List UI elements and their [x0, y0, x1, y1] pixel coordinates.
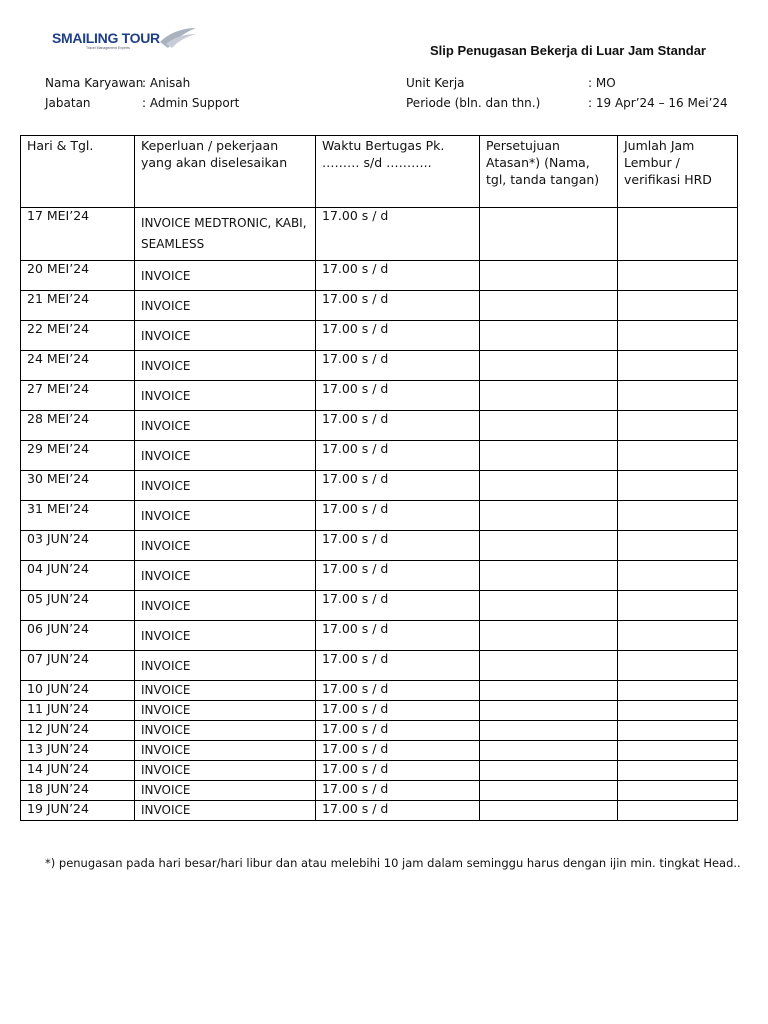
table-row: [21, 781, 738, 801]
date-cell: 07 JUN’24: [21, 651, 135, 681]
task-text: INVOICE: [141, 509, 191, 523]
date-cell: 28 MEI’24: [21, 411, 135, 441]
table-row: [21, 621, 738, 651]
approval-cell: [480, 701, 618, 721]
task-cell: [135, 381, 316, 411]
work-unit-value: : MO: [588, 76, 616, 90]
overtime-hours-cell: [618, 721, 738, 741]
date-cell: 14 JUN’24: [21, 761, 135, 781]
overtime-hours-cell: [618, 801, 738, 821]
time-cell: 17.00 s / d: [316, 621, 480, 651]
time-cell: 17.00 s / d: [316, 381, 480, 411]
time-cell: 17.00 s / d: [316, 561, 480, 591]
approval-cell: [480, 721, 618, 741]
table-row: [21, 761, 738, 781]
approval-cell: [480, 441, 618, 471]
overtime-hours-cell: [618, 441, 738, 471]
table-row: [21, 501, 738, 531]
table-row: [21, 701, 738, 721]
overtime-hours-cell: [618, 291, 738, 321]
column-header-time: Waktu Bertugas Pk. ……… s/d ………..: [316, 136, 480, 208]
task-cell: [135, 761, 316, 781]
task-text: INVOICE: [141, 683, 191, 697]
task-cell: [135, 621, 316, 651]
overtime-hours-cell: [618, 208, 738, 261]
table-row: [21, 651, 738, 681]
task-cell: [135, 701, 316, 721]
date-cell: 12 JUN’24: [21, 721, 135, 741]
task-text: INVOICE: [141, 479, 191, 493]
logo-text: SMAILING TOUR: [52, 30, 160, 46]
employee-name-value: : Anisah: [142, 76, 191, 90]
task-cell: [135, 411, 316, 441]
table-row: [21, 561, 738, 591]
time-cell: 17.00 s / d: [316, 761, 480, 781]
column-header-approval: Persetujuan Atasan*) (Nama, tgl, tanda tangan): [480, 136, 618, 208]
time-cell: 17.00 s / d: [316, 651, 480, 681]
company-logo: [52, 26, 202, 56]
table-row: [21, 208, 738, 261]
date-cell: 27 MEI’24: [21, 381, 135, 411]
time-cell: 17.00 s / d: [316, 681, 480, 701]
table-row: [21, 741, 738, 761]
approval-cell: [480, 261, 618, 291]
overtime-hours-cell: [618, 701, 738, 721]
table-row: [21, 381, 738, 411]
task-cell: [135, 561, 316, 591]
task-cell: [135, 291, 316, 321]
approval-cell: [480, 761, 618, 781]
task-cell: [135, 651, 316, 681]
task-cell: [135, 471, 316, 501]
time-cell: 17.00 s / d: [316, 441, 480, 471]
task-cell: [135, 261, 316, 291]
date-cell: 29 MEI’24: [21, 441, 135, 471]
column-header-date: Hari & Tgl.: [21, 136, 135, 208]
approval-cell: [480, 531, 618, 561]
task-cell: [135, 591, 316, 621]
task-text: INVOICE: [141, 449, 191, 463]
approval-cell: [480, 561, 618, 591]
date-cell: 31 MEI’24: [21, 501, 135, 531]
task-text: INVOICE: [141, 723, 191, 737]
task-text: INVOICE: [141, 359, 191, 373]
position-label: Jabatan: [45, 96, 91, 110]
time-cell: 17.00 s / d: [316, 501, 480, 531]
work-unit-label: Unit Kerja: [406, 76, 465, 90]
approval-cell: [480, 801, 618, 821]
task-cell: [135, 781, 316, 801]
task-text: INVOICE: [141, 419, 191, 433]
time-cell: 17.00 s / d: [316, 531, 480, 561]
approval-cell: [480, 501, 618, 531]
task-text: INVOICE: [141, 599, 191, 613]
footnote: *) penugasan pada hari besar/hari libur dan atau melebihi 10 jam dalam seminggu harus dengan ijin min. tingkat Head..: [45, 856, 741, 870]
date-cell: 22 MEI’24: [21, 321, 135, 351]
overtime-hours-cell: [618, 351, 738, 381]
time-cell: 17.00 s / d: [316, 261, 480, 291]
logo-swoosh-icon: [158, 26, 198, 52]
task-text: INVOICE: [141, 539, 191, 553]
table-row: [21, 801, 738, 821]
overtime-hours-cell: [618, 471, 738, 501]
task-cell: [135, 208, 316, 261]
task-cell: [135, 681, 316, 701]
table-row: [21, 291, 738, 321]
time-cell: 17.00 s / d: [316, 411, 480, 441]
table-row: [21, 471, 738, 501]
approval-cell: [480, 621, 618, 651]
approval-cell: [480, 741, 618, 761]
approval-cell: [480, 591, 618, 621]
approval-cell: [480, 291, 618, 321]
task-text: INVOICE: [141, 783, 191, 797]
column-header-task: Keperluan / pekerjaan yang akan diselesaikan: [135, 136, 316, 208]
logo-tagline: Travel Management Experts: [86, 46, 130, 50]
employee-name-label: Nama Karyawan: [45, 76, 144, 90]
task-text: INVOICE MEDTRONIC, KABI, SEAMLESS: [141, 216, 307, 251]
task-cell: [135, 801, 316, 821]
overtime-hours-cell: [618, 681, 738, 701]
date-cell: 05 JUN’24: [21, 591, 135, 621]
table-row: [21, 351, 738, 381]
approval-cell: [480, 208, 618, 261]
position-value: : Admin Support: [142, 96, 240, 110]
date-cell: 24 MEI’24: [21, 351, 135, 381]
time-cell: 17.00 s / d: [316, 781, 480, 801]
approval-cell: [480, 651, 618, 681]
time-cell: 17.00 s / d: [316, 291, 480, 321]
table-row: [21, 321, 738, 351]
task-cell: [135, 321, 316, 351]
approval-cell: [480, 411, 618, 441]
column-header-overtime-hours: Jumlah Jam Lembur / verifikasi HRD: [618, 136, 738, 208]
overtime-hours-cell: [618, 381, 738, 411]
date-cell: 03 JUN’24: [21, 531, 135, 561]
table-row: [21, 681, 738, 701]
overtime-table: [20, 135, 738, 821]
table-row: [21, 721, 738, 741]
period-label: Periode (bln. dan thn.): [406, 96, 541, 110]
overtime-hours-cell: [618, 651, 738, 681]
approval-cell: [480, 381, 618, 411]
task-cell: [135, 501, 316, 531]
time-cell: 17.00 s / d: [316, 801, 480, 821]
table-row: [21, 531, 738, 561]
task-text: INVOICE: [141, 629, 191, 643]
overtime-hours-cell: [618, 501, 738, 531]
approval-cell: [480, 321, 618, 351]
time-cell: 17.00 s / d: [316, 321, 480, 351]
time-cell: 17.00 s / d: [316, 351, 480, 381]
overtime-hours-cell: [618, 411, 738, 441]
table-row: [21, 261, 738, 291]
table-row: [21, 441, 738, 471]
date-cell: 18 JUN’24: [21, 781, 135, 801]
date-cell: 30 MEI’24: [21, 471, 135, 501]
overtime-hours-cell: [618, 741, 738, 761]
approval-cell: [480, 471, 618, 501]
task-cell: [135, 721, 316, 741]
overtime-hours-cell: [618, 761, 738, 781]
task-text: INVOICE: [141, 703, 191, 717]
time-cell: 17.00 s / d: [316, 721, 480, 741]
task-text: INVOICE: [141, 389, 191, 403]
task-text: INVOICE: [141, 803, 191, 817]
overtime-hours-cell: [618, 781, 738, 801]
table-row: [21, 411, 738, 441]
table-header-row: [21, 136, 738, 208]
task-cell: [135, 741, 316, 761]
document-title: Slip Penugasan Bekerja di Luar Jam Standar: [430, 43, 706, 58]
date-cell: 11 JUN’24: [21, 701, 135, 721]
task-cell: [135, 441, 316, 471]
period-value: : 19 Apr’24 – 16 Mei’24: [588, 96, 728, 110]
overtime-hours-cell: [618, 621, 738, 651]
task-text: INVOICE: [141, 569, 191, 583]
overtime-hours-cell: [618, 591, 738, 621]
overtime-hours-cell: [618, 261, 738, 291]
date-cell: 13 JUN’24: [21, 741, 135, 761]
approval-cell: [480, 781, 618, 801]
approval-cell: [480, 681, 618, 701]
time-cell: 17.00 s / d: [316, 591, 480, 621]
date-cell: 21 MEI’24: [21, 291, 135, 321]
date-cell: 17 MEI’24: [21, 208, 135, 261]
table-row: [21, 591, 738, 621]
task-cell: [135, 351, 316, 381]
task-cell: [135, 531, 316, 561]
time-cell: 17.00 s / d: [316, 471, 480, 501]
time-cell: 17.00 s / d: [316, 701, 480, 721]
task-text: INVOICE: [141, 329, 191, 343]
overtime-hours-cell: [618, 321, 738, 351]
task-text: INVOICE: [141, 269, 191, 283]
date-cell: 20 MEI’24: [21, 261, 135, 291]
task-text: INVOICE: [141, 659, 191, 673]
overtime-hours-cell: [618, 531, 738, 561]
task-text: INVOICE: [141, 743, 191, 757]
task-text: INVOICE: [141, 299, 191, 313]
date-cell: 06 JUN’24: [21, 621, 135, 651]
date-cell: 04 JUN’24: [21, 561, 135, 591]
approval-cell: [480, 351, 618, 381]
time-cell: 17.00 s / d: [316, 208, 480, 261]
time-cell: 17.00 s / d: [316, 741, 480, 761]
date-cell: 19 JUN’24: [21, 801, 135, 821]
overtime-hours-cell: [618, 561, 738, 591]
task-text: INVOICE: [141, 763, 191, 777]
date-cell: 10 JUN’24: [21, 681, 135, 701]
